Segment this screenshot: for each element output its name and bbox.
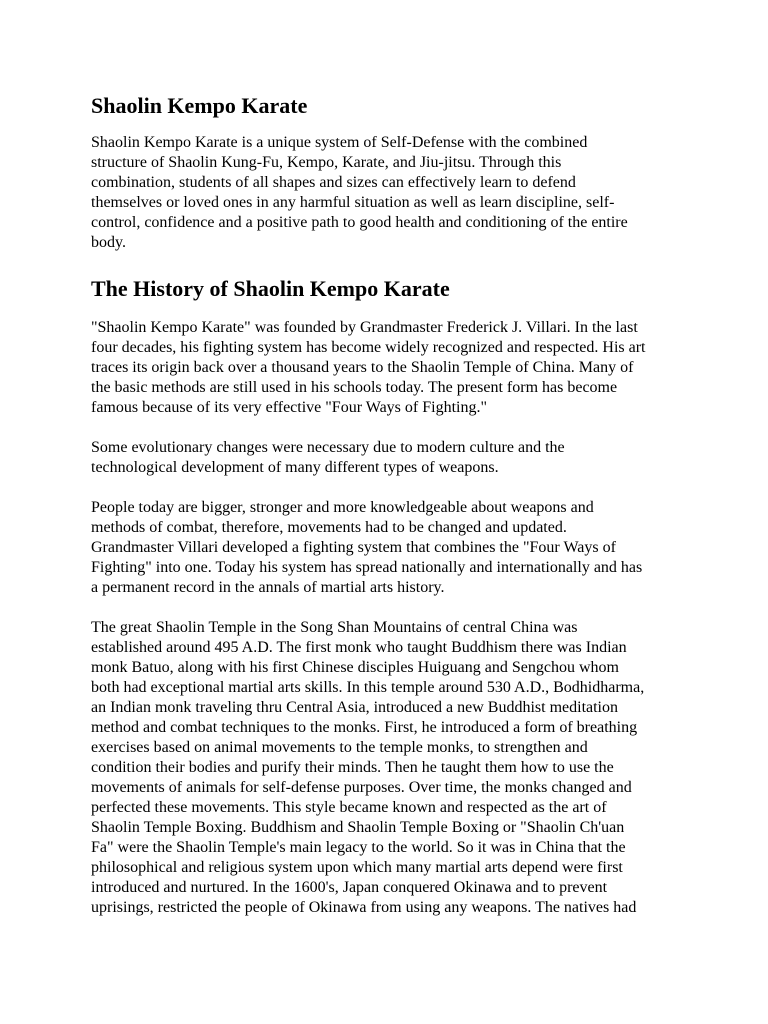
intro-paragraph: Shaolin Kempo Karate is a unique system of Self-Defense with the combined structure of Shaolin Kung-Fu, Kempo, Karate, and Jiu-jitsu. Through this combination, students of all shapes and sizes can effectively learn to defend themselves or loved ones in any harmful situation as well as learn discipline, self- control, confidence and a positive path to good health and conditioning of the entire body.: [91, 134, 628, 251]
history-paragraph-4: The great Shaolin Temple in the Song Shan Mountains of central China was established around 495 A.D. The first monk who taught Buddhism there was Indian monk Batuo, along with his first Chinese disciples Huiguang and Sengchou whom both had exceptional martial arts skills. In this temple around 530 A.D., Bodhidharma, an Indian monk traveling thru Central Asia, introduced a new Buddhist meditation method and combat techniques to the monks. First, he introduced a form of breathing exercises based on animal movements to the temple monks, to strengthen and condition their bodies and purify their minds. Then he taught them how to use the movements of animals for self-defense purposes. Over time, the monks changed and perfected these movements. This style became known and respected as the art of Shaolin Temple Boxing. Buddhism and Shaolin Temple Boxing or "Shaolin Ch'uan Fa" were the Shaolin Temple's main legacy to the world. So it was in China that the philosophical and religious system upon which many martial arts depend were first introduced and nurtured. In the 1600's, Japan conquered Okinawa and to prevent uprisings, restricted the people of Okinawa from using any weapons. The natives had: [91, 619, 645, 916]
history-paragraph-2: Some evolutionary changes were necessary due to modern culture and the technological development of many different types of weapons.: [91, 439, 565, 476]
history-paragraph-1: "Shaolin Kempo Karate" was founded by Grandmaster Frederick J. Villari. In the last four decades, his fighting system has become widely recognized and respected. His art traces its origin back over a thousand years to the Shaolin Temple of China. Many of the basic methods are still used in his schools today. The present form has become famous because of its very effective "Four Ways of Fighting.": [91, 319, 646, 416]
history-heading: The History of Shaolin Kempo Karate: [91, 276, 450, 301]
document-title: Shaolin Kempo Karate: [91, 93, 308, 118]
history-paragraph-3: People today are bigger, stronger and more knowledgeable about weapons and methods of combat, therefore, movements had to be changed and updated. Grandmaster Villari developed a fighting system that combines the "Four Ways of Fighting" into one. Today his system has spread nationally and internationally and has a permanent record in the annals of martial arts history.: [91, 499, 643, 596]
